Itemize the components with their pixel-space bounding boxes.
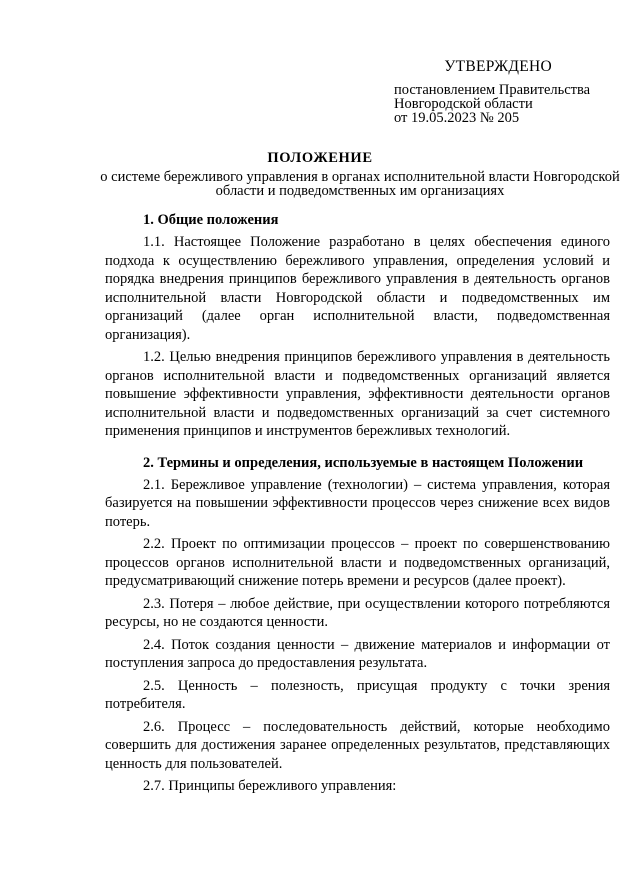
document-title: ПОЛОЖЕНИЕ xyxy=(267,150,373,166)
approval-line-decree: постановлением Правительства xyxy=(394,82,591,98)
paragraph-2-6: 2.6. Процесс – последовательность действий, которые необходимо совершить для достижения заранее определенных результатов, представляющих ценность для пользователей. xyxy=(105,718,610,772)
approval-line-region: Новгородской области xyxy=(394,96,533,112)
approval-line-date: от 19.05.2023 № 205 xyxy=(394,110,520,126)
paragraph-2-3: 2.3. Потеря – любое действие, при осуществлении которого потребляются ресурсы, но не создаются ценности. xyxy=(105,595,610,630)
document-body xyxy=(105,212,610,796)
approval-title: УТВЕРЖДЕНО xyxy=(444,58,552,75)
paragraph-1-2: 1.2. Целью внедрения принципов бережливого управления в деятельность органов исполнительной власти и подведомственных организаций является повышение эффективности управления, эффективности деятельности органов исполнительной власти и подведомственных организаций за счет системного применения принципов и инструментов бережливых технологий. xyxy=(105,349,610,439)
approval-stamp xyxy=(394,58,624,125)
paragraph-1-1: 1.1. Настоящее Положение разработано в целях обеспечения единого подхода к осуществлению бережливого управления, определения условий и порядка внедрения принципов бережливого управления в деятельность органов исполнительной власти Новгородской области и подведомственных им организаций (далее орган исполнительной власти, подведомственная организация). xyxy=(105,234,610,343)
section-1-heading: 1. Общие положения xyxy=(143,212,279,228)
paragraph-2-2: 2.2. Проект по оптимизации процессов – проект по совершенствованию процессов органов исполнительной власти и подведомственных организаций, предусматривающий снижение потерь времени и ресурсов (далее проект). xyxy=(105,536,610,589)
document-subtitle: о системе бережливого управления в органах исполнительной власти Новгородской области и подведомственных им организациях xyxy=(100,169,620,199)
paragraph-2-5: 2.5. Ценность – полезность, присущая продукту с точки зрения потребителя. xyxy=(105,677,610,712)
paragraph-2-1: 2.1. Бережливое управление (технологии) – система управления, которая базируется на повышении эффективности процессов через снижение всех видов потерь. xyxy=(105,476,610,530)
paragraph-2-7: 2.7. Принципы бережливого управления: xyxy=(143,778,397,794)
section-2-heading: 2. Термины и определения, используемые в настоящем Положении xyxy=(143,454,584,471)
paragraph-2-4: 2.4. Поток создания ценности – движение материалов и информации от поступления запроса до предоставления результата. xyxy=(105,636,610,671)
